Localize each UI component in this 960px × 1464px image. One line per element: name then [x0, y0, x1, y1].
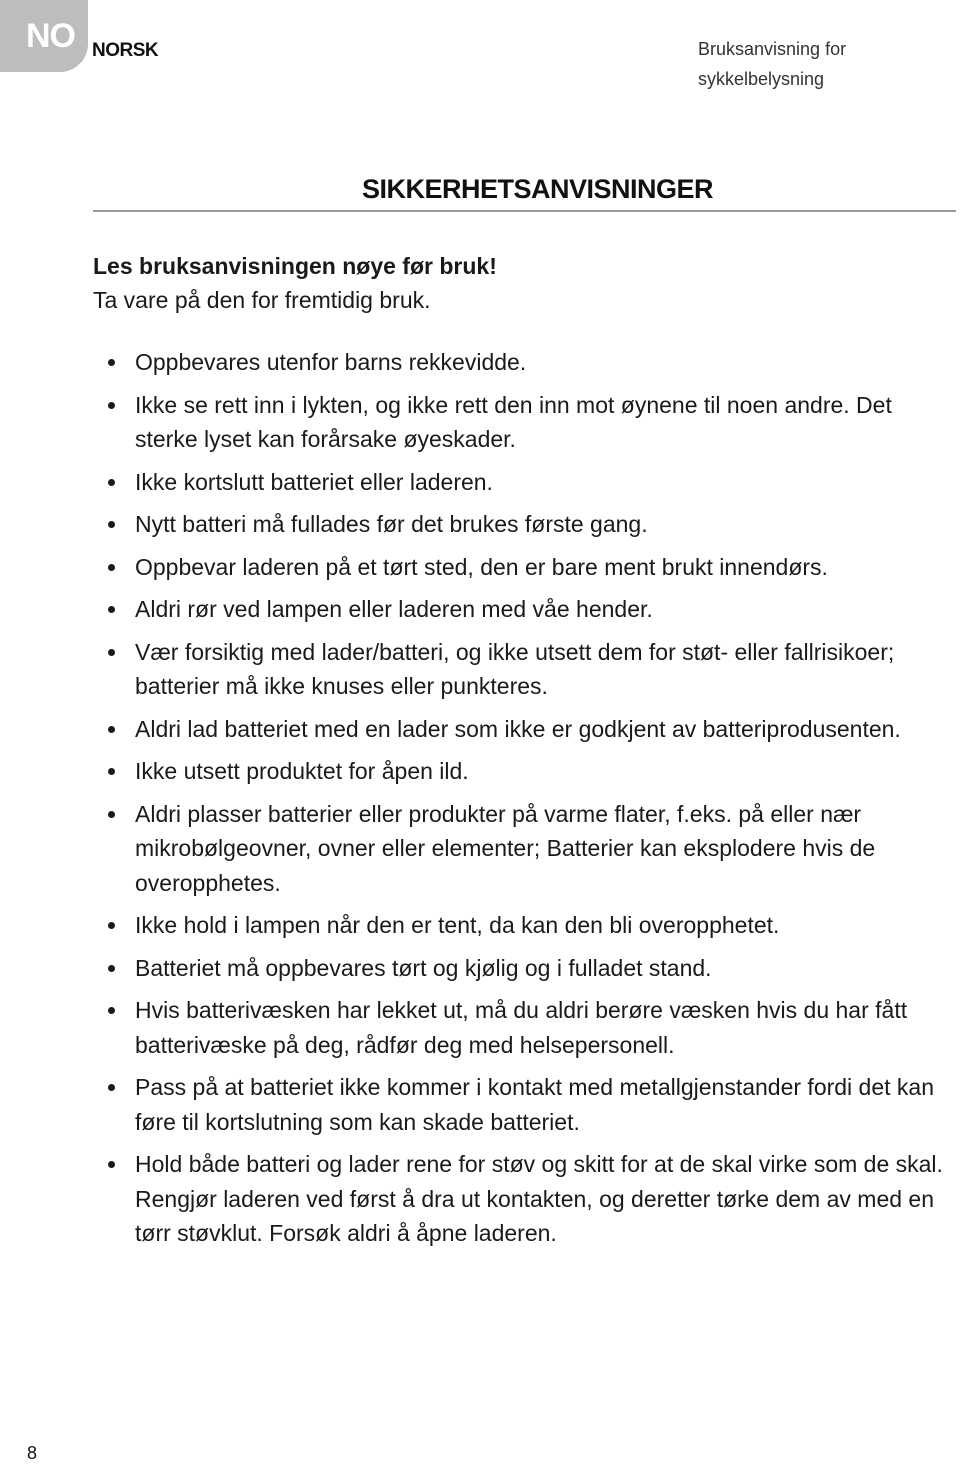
list-item-text: Hold både batteri og lader rene for støv og skitt for at de skal virke som de skal. Rengjør laderen ved først å dra ut kontakten, og deretter tørke dem av med en tørr støvklut. Forsøk aldri å åpne laderen.: [135, 1151, 943, 1246]
list-item: [93, 754, 943, 789]
list-item: [93, 592, 943, 627]
list-item: [93, 908, 943, 943]
intro-block: [93, 249, 913, 317]
bullet-icon: [108, 1161, 115, 1168]
heading-divider: [93, 210, 956, 212]
intro-note: Ta vare på den for fremtidig bruk.: [93, 287, 431, 313]
bullet-icon: [108, 402, 115, 409]
list-item: [93, 507, 943, 542]
safety-list: [93, 345, 943, 1259]
list-item-text: Aldri lad batteriet med en lader som ikke er godkjent av batteriprodusenten.: [135, 715, 901, 742]
bullet-icon: [108, 359, 115, 366]
bullet-icon: [108, 521, 115, 528]
list-item-text: Ikke utsett produktet for åpen ild.: [135, 758, 469, 784]
list-item: [93, 1147, 943, 1251]
list-item-text: Aldri rør ved lampen eller laderen med våe hender.: [135, 596, 653, 622]
list-item-text: Batteriet må oppbevares tørt og kjølig og i fulladet stand.: [135, 954, 712, 981]
list-item: [93, 993, 943, 1062]
list-item-text: Ikke se rett inn i lykten, og ikke rett den inn mot øynene til noen andre. Det sterke lyset kan forårsake øyeskader.: [135, 391, 892, 452]
list-item-text: Ikke kortslutt batteriet eller laderen.: [135, 468, 493, 495]
intro-warning: Les bruksanvisningen nøye før bruk!: [93, 253, 497, 279]
list-item-text: Aldri plasser batterier eller produkter på varme flater, f.eks. på eller nær mikrobølgeovner, ovner eller elementer; Batterier kan eksplodere hvis de overopphetes.: [135, 800, 876, 896]
list-item: [93, 635, 943, 704]
list-item: [93, 797, 943, 901]
page-number: 8: [27, 1443, 38, 1463]
bullet-icon: [108, 1084, 115, 1091]
bullet-icon: [108, 922, 115, 929]
list-item-text: Hvis batterivæsken har lekket ut, må du aldri berøre væsken hvis du har fått batterivæske på deg, rådfør deg med helsepersonell.: [135, 997, 908, 1058]
list-item: [93, 388, 943, 457]
list-item-text: Oppbevar laderen på et tørt sted, den er bare ment brukt innendørs.: [135, 553, 828, 580]
section-heading: SIKKERHETSANVISNINGER: [362, 174, 714, 204]
bullet-icon: [108, 726, 115, 733]
list-item: [93, 345, 943, 380]
language-name: NORSK: [92, 40, 159, 61]
bullet-icon: [108, 811, 115, 818]
bullet-icon: [108, 965, 115, 972]
bullet-icon: [108, 649, 115, 656]
bullet-icon: [108, 564, 115, 571]
list-item-text: Vær forsiktig med lader/batteri, og ikke utsett dem for støt- eller fallrisikoer; batterier må ikke knuses eller punkteres.: [135, 638, 895, 699]
document-title: Bruksanvisning for sykkelbelysning: [698, 39, 847, 89]
bullet-icon: [108, 606, 115, 613]
list-item-text: Nytt batteri må fullades før det brukes første gang.: [135, 511, 648, 537]
list-item: [93, 951, 943, 986]
bullet-icon: [108, 768, 115, 775]
list-item: [93, 465, 943, 500]
bullet-icon: [108, 1007, 115, 1014]
list-item-text: Pass på at batteriet ikke kommer i kontakt med metallgjenstander fordi det kan føre til kortslutning som kan skade batteriet.: [135, 1074, 935, 1135]
list-item-text: Oppbevares utenfor barns rekkevidde.: [135, 349, 527, 375]
list-item-text: Ikke hold i lampen når den er tent, da kan den bli overopphetet.: [135, 912, 780, 938]
list-item: [93, 550, 943, 585]
bullet-icon: [108, 479, 115, 486]
language-tab: NO: [0, 0, 88, 72]
list-item: [93, 712, 943, 747]
list-item: [93, 1070, 943, 1139]
